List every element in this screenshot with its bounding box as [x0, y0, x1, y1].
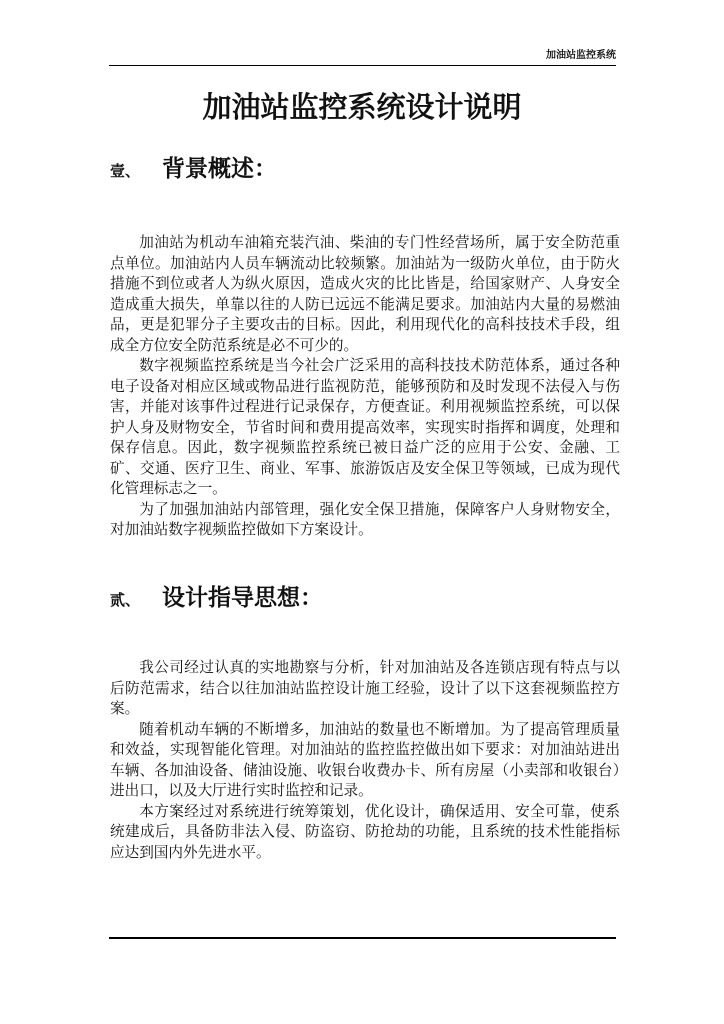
section-title: 设计指导思想： [162, 585, 323, 611]
running-header: 加油站监控系统 [546, 50, 616, 61]
paragraph: 本方案经过对系统进行统筹策划，优化设计，确保适用、安全可靠，使系统建成后，具备防非法入侵、防盗窃、防抢劫的功能，且系统的技术性能指标应达到国内外先进水平。 [110, 802, 620, 861]
section-heading-background [110, 150, 277, 183]
paragraph: 为了加强加油站内部管理，强化安全保卫措施，保障客户人身财物安全，对加油站数字视频监控做如下方案设计。 [110, 500, 620, 538]
paragraph: 数字视频监控系统是当今社会广泛采用的高科技技术防范体系，通过各种电子设备对相应区域或物品进行监视防范，能够预防和及时发现不法侵入与伤害，并能对该事件过程进行记录保存，方便查证。利用视频监控系统，可以保护人身及财物安全，节省时间和费用提高效率，实现实时指挥和调度，处理和保存信息。因此，数字视频监控系统已被日益广泛的应用于公安、金融、工矿、交通、医疗卫生、商业、军事、旅游饭店及安全保卫等领域，已成为现代化管理标志之一。 [110, 357, 620, 497]
section-body-background [110, 233, 620, 541]
paragraph: 我公司经过认真的实地勘察与分析，针对加油站及各连锁店现有特点与以后防范需求，结合以往加油站监控设计施工经验，设计了以下这套视频监控方案。 [110, 659, 620, 717]
paragraph: 随着机动车辆的不断增多，加油站的数量也不断增加。为了提高管理质量和效益，实现智能化管理。对加油站的监控监控做出如下要求：对加油站进出车辆、各加油设备、储油设施、收银台收费办卡、所有房屋（小卖部和收银台）进出口，以及大厅进行实时监控和记录。 [110, 720, 620, 799]
header-rule [109, 65, 616, 66]
section-number: 壹、 [110, 162, 141, 180]
footer-rule [109, 937, 616, 939]
paragraph: 加油站为机动车油箱充装汽油、柴油的专门性经营场所，属于安全防范重点单位。加油站内人员车辆流动比较频繁。加油站为一级防火单位，由于防火措施不到位或者人为纵火原因，造成火灾的比比皆是，给国家财产、人身安全造成重大损失，单靠以往的人防已远远不能满足要求。加油站内大量的易燃油品，更是犯罪分子主要攻击的目标。因此，利用现代化的高科技技术手段，组成全方位安全防范系统是必不可少的。 [110, 234, 620, 354]
document-title: 加油站监控系统设计说明 [202, 90, 522, 124]
section-body-design-philosophy [110, 658, 620, 863]
section-number: 贰、 [110, 591, 141, 609]
section-heading-design-philosophy [110, 579, 323, 612]
section-title: 背景概述： [162, 156, 277, 182]
